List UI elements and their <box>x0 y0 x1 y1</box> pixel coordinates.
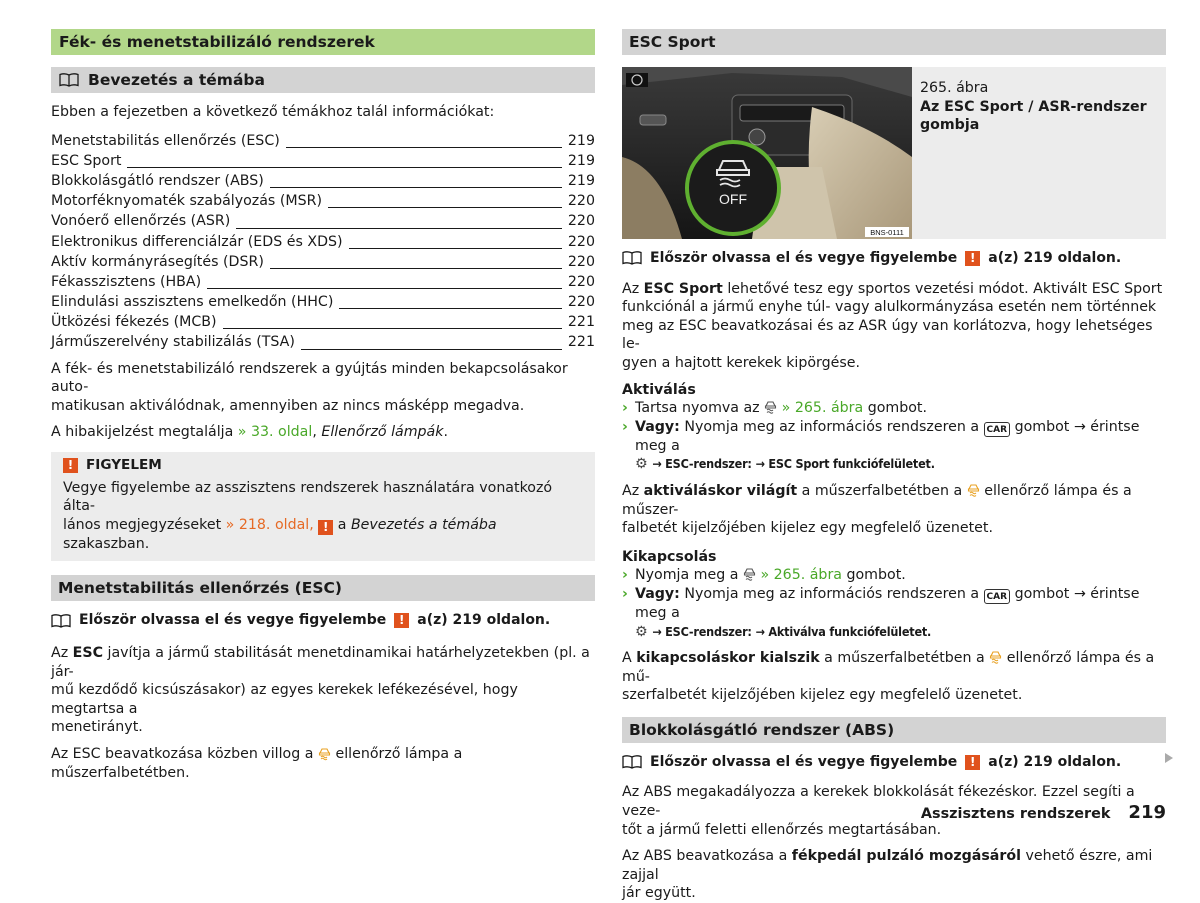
deactivation-step-2: › Vagy: Nyomja meg az információs rendszeren a CAR gombot → érintse meg a ⚙ → ESC-rendszer: → Aktiválva funkciófelületet. <box>622 585 1140 640</box>
warning-box <box>51 452 595 561</box>
intro-section-header <box>51 67 595 93</box>
intro-lead: Ebben a fejezetben a következő témákhoz talál információkat: <box>51 104 495 120</box>
esc-button-icon <box>764 400 777 414</box>
toc-item[interactable]: Járműszerelvény stabilizálás (TSA) 221 <box>51 334 595 351</box>
toc-item[interactable]: Elektronikus differenciálzár (EDS és XDS) 220 <box>51 233 595 250</box>
page-number: 219 <box>1128 802 1166 823</box>
abs-first-read: Először olvassa el és vegye figyelembe ! a(z) 219 oldalon. <box>622 753 1166 772</box>
esc-first-read: Először olvassa el és vegye figyelembe ! a(z) 219 oldalon. <box>51 611 595 630</box>
toc-item[interactable]: Fékasszisztens (HBA) 220 <box>51 273 595 290</box>
warning-icon: ! <box>965 755 980 770</box>
right-column <box>622 29 1166 903</box>
figure-265 <box>622 67 1166 239</box>
image-code: BNS-0111 <box>870 228 904 237</box>
left-column <box>51 29 595 782</box>
car-key: CAR <box>984 589 1011 604</box>
warning-icon: ! <box>965 251 980 266</box>
esc-sport-first-read: Először olvassa el és vegye figyelembe ! a(z) 219 oldalon. <box>622 249 1166 268</box>
activation-step-2: › Vagy: Nyomja meg az információs rendszeren a CAR gombot → érintse meg a ⚙ → ESC-rendszer: → ESC Sport funkciófelületet. <box>622 418 1140 473</box>
esc-paragraph-2: Az ESC beavatkozása közben villog a ellenőrző lámpa a műszerfalbetétben. <box>51 745 463 781</box>
esc-sport-section-title: ESC Sport <box>622 29 1166 55</box>
esc-sport-paragraph: Az ESC Sport lehetővé tesz egy sportos vezetési módot. Aktivált ESC Sport funkciónál a jármű enyhe túl- vagy alulkormányzása esetén nem történnek meg az ESC beavatkozásai és az ASR úgy van korlátozva, hogy lehetséges le- gyen a hajtott kerekek kipörgése. <box>622 280 1163 371</box>
settings-icon: ⚙ <box>635 623 648 640</box>
esc-off-label: OFF <box>719 191 747 207</box>
error-display-link[interactable]: » 33. oldal <box>237 424 313 441</box>
esc-button-icon <box>743 567 756 581</box>
chapter-title: Fék- és menetstabilizáló rendszerek <box>51 29 595 55</box>
book-icon <box>622 755 642 769</box>
toc-item[interactable]: Elindulási asszisztens emelkedőn (HHC) 220 <box>51 294 595 311</box>
warning-title: FIGYELEM <box>86 457 162 474</box>
figure-caption <box>912 67 1147 239</box>
intro-section-title: Bevezetés a témába <box>88 71 265 89</box>
footer-section-title: Asszisztens rendszerek <box>920 806 1111 822</box>
toc-item[interactable]: Motorféknyomaték szabályozás (MSR) 220 <box>51 193 595 210</box>
esc-warning-lamp-icon <box>967 483 980 497</box>
page-footer <box>921 804 1166 824</box>
toc-item[interactable]: Aktív kormányrásegítés (DSR) 220 <box>51 253 595 270</box>
toc-item[interactable]: ESC Sport 219 <box>51 152 595 169</box>
warning-page-link[interactable]: » 218. oldal, <box>225 516 314 533</box>
toc-item[interactable]: Ütközési fékezés (MCB) 221 <box>51 314 595 331</box>
abs-paragraph-1: Az ABS megakadályozza a kerekek blokkolását fékezéskor. Ezzel segíti a veze- tőt a jármű feletti ellenőrzés megtartásában. <box>622 784 1135 838</box>
abs-paragraph-2: Az ABS beavatkozása a fékpedál pulzáló mozgásáról vehető észre, ami zajjal jár együtt. <box>622 848 1153 902</box>
figure-265-link[interactable]: » 265. ábra <box>760 567 842 584</box>
deactivation-step-1: › Nyomja meg a » 265. ábra gombot. <box>622 567 906 584</box>
figure-number: 265. ábra <box>920 80 989 96</box>
deactivation-result: A kikapcsoláskor kialszik a műszerfalbetétben a ellenőrző lámpa és a mű- szerfalbetét kijelzőjében kijelez egy megfelelő üzenetet. <box>622 650 1155 704</box>
deactivation-heading: Kikapcsolás <box>622 548 717 565</box>
warning-text: Vegye figyelembe az asszisztens rendszerek használatára vonatkozó álta- lános megjegyzéseket » 218. oldal, ! a Bevezetés a témába szakaszban. <box>63 479 553 552</box>
activation-result: Az aktiváláskor világít a műszerfalbetétben a ellenőrző lámpa és a műszer- falbetét kijelzőjében kijelez egy megfelelő üzenetet. <box>622 482 1132 537</box>
warning-icon: ! <box>394 613 409 628</box>
toc-item[interactable]: Blokkolásgátló rendszer (ABS) 219 <box>51 172 595 189</box>
settings-icon: ⚙ <box>635 456 648 473</box>
figure-265-link[interactable]: » 265. ábra <box>781 400 864 417</box>
figure-title: Az ESC Sport / ASR-rendszer gombja <box>920 98 1147 134</box>
esc-paragraph-1: Az ESC javítja a jármű stabilitását menetdinamikai határhelyzetekben (pl. a jár- mű kezdődő kicsúszásakor) az egyes kerekek lefékezésével, hogy megtartsa a menetirányt. <box>51 645 590 736</box>
toc-item[interactable]: Menetstabilitás ellenőrzés (ESC) 219 <box>51 132 595 149</box>
esc-warning-lamp-icon <box>989 650 1002 664</box>
esc-button-photo <box>622 67 912 239</box>
intro-paragraph-1: A fék- és menetstabilizáló rendszerek a gyújtás minden bekapcsolásakor auto- matikusan aktiválódnak, amennyiben az nincs másképp megadva. <box>51 360 568 414</box>
activation-step-1: › Tartsa nyomva az » 265. ábra gombot. <box>622 400 927 417</box>
book-icon <box>59 73 79 87</box>
warning-heading <box>63 456 583 475</box>
car-key: CAR <box>984 422 1011 437</box>
book-icon <box>51 614 71 628</box>
activation-heading: Aktiválás <box>622 381 696 398</box>
continue-arrow-icon <box>1165 753 1173 763</box>
book-icon <box>622 251 642 265</box>
toc-list <box>51 132 595 354</box>
toc-item[interactable]: Vonóerő ellenőrzés (ASR) 220 <box>51 213 595 230</box>
warning-icon: ! <box>63 458 78 473</box>
warning-inline-icon: ! <box>318 520 333 535</box>
esc-section-title: Menetstabilitás ellenőrzés (ESC) <box>51 575 595 601</box>
esc-warning-lamp-icon <box>318 746 331 760</box>
abs-section-title: Blokkolásgátló rendszer (ABS) <box>622 717 1166 743</box>
intro-paragraph-2: A hibakijelzést megtalálja » 33. oldal, Ellenőrző lámpák. <box>51 424 448 441</box>
